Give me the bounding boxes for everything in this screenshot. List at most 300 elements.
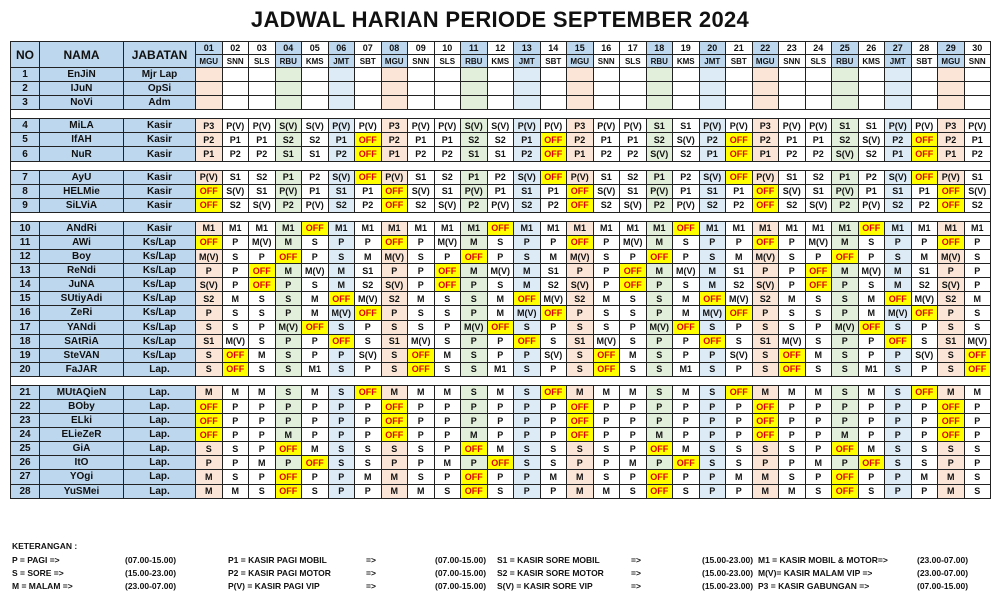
shift-cell[interactable]: P(V) <box>514 119 541 133</box>
shift-cell[interactable]: S2 <box>593 198 620 212</box>
shift-cell[interactable]: M <box>673 385 700 399</box>
shift-cell[interactable] <box>805 82 832 96</box>
shift-cell[interactable]: P1 <box>646 170 673 184</box>
shift-cell[interactable]: P <box>805 250 832 264</box>
shift-cell[interactable]: OFF <box>752 198 779 212</box>
shift-cell[interactable]: S <box>540 456 567 470</box>
shift-cell[interactable]: P <box>673 399 700 413</box>
shift-cell[interactable]: OFF <box>461 442 488 456</box>
shift-cell[interactable] <box>699 96 726 110</box>
shift-cell[interactable]: M(V) <box>673 264 700 278</box>
shift-cell[interactable]: OFF <box>593 362 620 376</box>
shift-cell[interactable]: S2 <box>302 133 329 147</box>
shift-cell[interactable]: OFF <box>832 442 859 456</box>
shift-cell[interactable]: P <box>673 470 700 484</box>
shift-cell[interactable]: S <box>434 484 461 498</box>
shift-cell[interactable]: M(V) <box>328 306 355 320</box>
shift-cell[interactable]: P1 <box>885 147 912 161</box>
shift-cell[interactable]: P1 <box>222 133 249 147</box>
shift-cell[interactable]: M1 <box>646 221 673 235</box>
shift-cell[interactable]: S1 <box>514 184 541 198</box>
shift-cell[interactable]: P(V) <box>408 119 435 133</box>
shift-cell[interactable]: S1 <box>964 170 991 184</box>
shift-cell[interactable]: S2 <box>699 198 726 212</box>
shift-cell[interactable] <box>328 68 355 82</box>
shift-cell[interactable]: P <box>408 428 435 442</box>
shift-cell[interactable]: M <box>620 385 647 399</box>
shift-cell[interactable]: OFF <box>646 442 673 456</box>
shift-cell[interactable]: S <box>328 456 355 470</box>
shift-cell[interactable]: M <box>328 278 355 292</box>
shift-cell[interactable]: S <box>911 442 938 456</box>
shift-cell[interactable]: OFF <box>938 428 965 442</box>
shift-cell[interactable]: P1 <box>779 133 806 147</box>
shift-cell[interactable]: S <box>964 484 991 498</box>
shift-cell[interactable]: P1 <box>408 133 435 147</box>
shift-cell[interactable]: S <box>514 456 541 470</box>
shift-cell[interactable] <box>249 68 276 82</box>
shift-cell[interactable]: S <box>938 362 965 376</box>
shift-cell[interactable]: S <box>593 320 620 334</box>
shift-cell[interactable]: OFF <box>567 235 594 249</box>
shift-cell[interactable]: OFF <box>938 399 965 413</box>
shift-cell[interactable]: P <box>540 428 567 442</box>
shift-cell[interactable]: M(V) <box>408 334 435 348</box>
shift-cell[interactable] <box>275 82 302 96</box>
shift-cell[interactable]: P <box>408 456 435 470</box>
shift-cell[interactable]: M <box>222 484 249 498</box>
shift-cell[interactable]: M(V) <box>434 235 461 249</box>
shift-cell[interactable]: S2 <box>275 133 302 147</box>
shift-cell[interactable]: S <box>408 306 435 320</box>
shift-cell[interactable]: P1 <box>964 133 991 147</box>
shift-cell[interactable] <box>885 96 912 110</box>
shift-cell[interactable]: P(V) <box>249 119 276 133</box>
shift-cell[interactable] <box>461 82 488 96</box>
shift-cell[interactable]: P(V) <box>885 119 912 133</box>
shift-cell[interactable]: S <box>196 320 223 334</box>
shift-cell[interactable]: P <box>461 456 488 470</box>
shift-cell[interactable]: P <box>832 306 859 320</box>
shift-cell[interactable]: P <box>540 235 567 249</box>
shift-cell[interactable] <box>355 68 382 82</box>
shift-cell[interactable]: S2 <box>514 198 541 212</box>
shift-cell[interactable]: M <box>964 385 991 399</box>
shift-cell[interactable] <box>805 96 832 110</box>
shift-cell[interactable]: P <box>673 348 700 362</box>
shift-cell[interactable]: P <box>275 334 302 348</box>
shift-cell[interactable]: S <box>302 484 329 498</box>
shift-cell[interactable]: P <box>699 414 726 428</box>
shift-cell[interactable]: P <box>885 414 912 428</box>
shift-cell[interactable]: M <box>275 235 302 249</box>
shift-cell[interactable]: S <box>514 362 541 376</box>
shift-cell[interactable]: M <box>275 264 302 278</box>
shift-cell[interactable]: OFF <box>461 250 488 264</box>
shift-cell[interactable]: P3 <box>381 119 408 133</box>
shift-cell[interactable]: OFF <box>726 170 753 184</box>
shift-cell[interactable]: OFF <box>487 456 514 470</box>
shift-cell[interactable]: P2 <box>408 147 435 161</box>
shift-cell[interactable]: P2 <box>196 133 223 147</box>
shift-cell[interactable]: P <box>699 235 726 249</box>
shift-cell[interactable]: P <box>620 428 647 442</box>
shift-cell[interactable]: OFF <box>646 470 673 484</box>
shift-cell[interactable]: P <box>487 414 514 428</box>
shift-cell[interactable]: S1 <box>726 264 753 278</box>
shift-cell[interactable]: M <box>646 264 673 278</box>
shift-cell[interactable]: S2 <box>646 133 673 147</box>
shift-cell[interactable]: P <box>885 428 912 442</box>
shift-cell[interactable]: S1 <box>434 184 461 198</box>
shift-cell[interactable]: OFF <box>381 235 408 249</box>
shift-cell[interactable]: P1 <box>832 170 859 184</box>
shift-cell[interactable]: OFF <box>514 292 541 306</box>
shift-cell[interactable] <box>646 68 673 82</box>
shift-cell[interactable]: P <box>461 278 488 292</box>
shift-cell[interactable]: M(V) <box>858 264 885 278</box>
shift-cell[interactable]: M <box>858 442 885 456</box>
shift-cell[interactable]: P2 <box>752 133 779 147</box>
shift-cell[interactable]: OFF <box>752 428 779 442</box>
shift-cell[interactable]: S <box>461 292 488 306</box>
shift-cell[interactable] <box>302 96 329 110</box>
shift-cell[interactable]: P1 <box>620 133 647 147</box>
shift-cell[interactable]: M1 <box>222 221 249 235</box>
shift-cell[interactable]: M1 <box>408 221 435 235</box>
shift-cell[interactable]: M <box>408 292 435 306</box>
shift-cell[interactable]: M <box>381 470 408 484</box>
shift-cell[interactable]: P <box>911 484 938 498</box>
shift-cell[interactable]: P <box>302 334 329 348</box>
shift-cell[interactable]: OFF <box>567 428 594 442</box>
shift-cell[interactable]: P <box>593 278 620 292</box>
shift-cell[interactable]: S(V) <box>699 170 726 184</box>
shift-cell[interactable]: S(V) <box>434 198 461 212</box>
shift-cell[interactable]: S <box>726 442 753 456</box>
shift-cell[interactable]: P <box>487 348 514 362</box>
shift-cell[interactable]: S <box>779 442 806 456</box>
shift-cell[interactable]: P(V) <box>779 119 806 133</box>
shift-cell[interactable]: M(V) <box>646 320 673 334</box>
shift-cell[interactable]: S <box>620 306 647 320</box>
shift-cell[interactable]: P <box>726 362 753 376</box>
shift-cell[interactable]: M <box>487 306 514 320</box>
shift-cell[interactable]: M1 <box>275 221 302 235</box>
shift-cell[interactable]: P <box>275 278 302 292</box>
shift-cell[interactable] <box>805 68 832 82</box>
shift-cell[interactable]: P <box>434 470 461 484</box>
shift-cell[interactable]: P <box>355 428 382 442</box>
shift-cell[interactable]: S <box>726 334 753 348</box>
shift-cell[interactable]: S <box>434 362 461 376</box>
shift-cell[interactable]: S2 <box>328 198 355 212</box>
shift-cell[interactable]: S <box>646 292 673 306</box>
shift-cell[interactable]: P <box>328 414 355 428</box>
shift-cell[interactable]: P <box>673 334 700 348</box>
shift-cell[interactable]: P <box>805 442 832 456</box>
shift-cell[interactable]: P <box>355 320 382 334</box>
shift-cell[interactable]: M <box>434 348 461 362</box>
shift-cell[interactable] <box>487 96 514 110</box>
shift-cell[interactable]: S <box>938 442 965 456</box>
shift-cell[interactable]: S(V) <box>938 278 965 292</box>
shift-cell[interactable]: OFF <box>434 278 461 292</box>
shift-cell[interactable]: M <box>673 442 700 456</box>
shift-cell[interactable]: S <box>249 306 276 320</box>
shift-cell[interactable]: S <box>699 250 726 264</box>
shift-cell[interactable]: M(V) <box>885 306 912 320</box>
shift-cell[interactable]: S(V) <box>779 184 806 198</box>
shift-cell[interactable]: M <box>858 292 885 306</box>
shift-cell[interactable]: S2 <box>885 198 912 212</box>
shift-cell[interactable]: P1 <box>540 184 567 198</box>
shift-cell[interactable] <box>355 82 382 96</box>
shift-cell[interactable]: P <box>620 414 647 428</box>
shift-cell[interactable]: P <box>646 306 673 320</box>
shift-cell[interactable]: P <box>487 428 514 442</box>
shift-cell[interactable]: S <box>858 484 885 498</box>
shift-cell[interactable]: M1 <box>249 221 276 235</box>
shift-cell[interactable]: M(V) <box>964 334 991 348</box>
shift-cell[interactable]: M1 <box>964 221 991 235</box>
shift-cell[interactable]: S(V) <box>196 278 223 292</box>
shift-cell[interactable] <box>858 96 885 110</box>
shift-cell[interactable]: OFF <box>302 221 329 235</box>
shift-cell[interactable]: S <box>328 250 355 264</box>
shift-cell[interactable]: P2 <box>275 198 302 212</box>
shift-cell[interactable]: S1 <box>858 119 885 133</box>
shift-cell[interactable]: S <box>567 362 594 376</box>
shift-cell[interactable]: P2 <box>540 198 567 212</box>
shift-cell[interactable]: P <box>275 456 302 470</box>
shift-cell[interactable]: S <box>911 334 938 348</box>
shift-cell[interactable]: S <box>434 292 461 306</box>
shift-cell[interactable]: P2 <box>832 198 859 212</box>
shift-cell[interactable]: P <box>699 348 726 362</box>
shift-cell[interactable]: S <box>620 362 647 376</box>
shift-cell[interactable]: M <box>752 385 779 399</box>
shift-cell[interactable] <box>885 82 912 96</box>
shift-cell[interactable]: OFF <box>514 334 541 348</box>
shift-cell[interactable]: P <box>832 456 859 470</box>
shift-cell[interactable]: S <box>885 362 912 376</box>
shift-cell[interactable] <box>328 82 355 96</box>
shift-cell[interactable]: OFF <box>620 264 647 278</box>
shift-cell[interactable]: S <box>964 442 991 456</box>
shift-cell[interactable]: S2 <box>461 133 488 147</box>
shift-cell[interactable]: P <box>434 250 461 264</box>
shift-cell[interactable]: OFF <box>461 470 488 484</box>
shift-cell[interactable] <box>408 96 435 110</box>
shift-cell[interactable]: M <box>381 484 408 498</box>
shift-cell[interactable]: M <box>355 250 382 264</box>
shift-cell[interactable] <box>381 96 408 110</box>
shift-cell[interactable]: S <box>275 385 302 399</box>
shift-cell[interactable]: M <box>434 456 461 470</box>
shift-cell[interactable]: P(V) <box>964 119 991 133</box>
shift-cell[interactable]: P <box>620 250 647 264</box>
shift-cell[interactable] <box>779 96 806 110</box>
shift-cell[interactable]: M <box>302 385 329 399</box>
shift-cell[interactable]: OFF <box>540 170 567 184</box>
shift-cell[interactable]: P <box>911 399 938 413</box>
shift-cell[interactable]: P <box>805 320 832 334</box>
shift-cell[interactable]: P1 <box>514 133 541 147</box>
shift-cell[interactable] <box>434 68 461 82</box>
shift-cell[interactable]: P <box>196 306 223 320</box>
shift-cell[interactable]: M1 <box>832 221 859 235</box>
shift-cell[interactable]: OFF <box>726 147 753 161</box>
shift-cell[interactable]: OFF <box>938 414 965 428</box>
shift-cell[interactable]: P <box>540 414 567 428</box>
shift-cell[interactable]: S <box>938 348 965 362</box>
shift-cell[interactable]: M <box>593 484 620 498</box>
shift-cell[interactable]: S <box>779 306 806 320</box>
shift-cell[interactable]: S <box>434 306 461 320</box>
shift-cell[interactable]: M(V) <box>196 250 223 264</box>
shift-cell[interactable]: S <box>620 334 647 348</box>
shift-cell[interactable]: OFF <box>673 221 700 235</box>
shift-cell[interactable]: M(V) <box>620 235 647 249</box>
shift-cell[interactable]: OFF <box>355 306 382 320</box>
shift-cell[interactable]: M <box>911 470 938 484</box>
shift-cell[interactable]: S <box>805 484 832 498</box>
shift-cell[interactable]: S <box>805 362 832 376</box>
shift-cell[interactable]: S <box>222 470 249 484</box>
shift-cell[interactable]: M <box>699 264 726 278</box>
shift-cell[interactable]: M <box>487 292 514 306</box>
shift-cell[interactable]: P2 <box>487 170 514 184</box>
shift-cell[interactable]: P <box>858 348 885 362</box>
shift-cell[interactable]: S1 <box>408 170 435 184</box>
shift-cell[interactable]: S1 <box>540 264 567 278</box>
shift-cell[interactable]: P <box>567 456 594 470</box>
shift-cell[interactable]: S <box>779 250 806 264</box>
shift-cell[interactable]: P <box>381 306 408 320</box>
shift-cell[interactable]: OFF <box>938 235 965 249</box>
shift-cell[interactable]: S <box>355 334 382 348</box>
shift-cell[interactable]: OFF <box>302 320 329 334</box>
shift-cell[interactable]: P <box>328 235 355 249</box>
shift-cell[interactable]: S(V) <box>885 170 912 184</box>
shift-cell[interactable]: S(V) <box>514 170 541 184</box>
shift-cell[interactable]: M1 <box>593 221 620 235</box>
shift-cell[interactable]: M <box>832 264 859 278</box>
shift-cell[interactable]: P <box>222 235 249 249</box>
shift-cell[interactable]: S <box>328 442 355 456</box>
shift-cell[interactable]: P2 <box>222 147 249 161</box>
shift-cell[interactable]: P <box>593 414 620 428</box>
shift-cell[interactable]: P2 <box>355 198 382 212</box>
shift-cell[interactable] <box>938 82 965 96</box>
shift-cell[interactable]: P1 <box>699 147 726 161</box>
shift-cell[interactable]: S1 <box>832 119 859 133</box>
shift-cell[interactable]: P <box>302 348 329 362</box>
shift-cell[interactable]: S1 <box>461 147 488 161</box>
shift-cell[interactable] <box>911 96 938 110</box>
shift-cell[interactable]: P1 <box>461 170 488 184</box>
shift-cell[interactable]: M(V) <box>567 250 594 264</box>
shift-cell[interactable]: M <box>938 470 965 484</box>
shift-cell[interactable]: S <box>249 334 276 348</box>
shift-cell[interactable]: M <box>620 348 647 362</box>
shift-cell[interactable]: P <box>434 320 461 334</box>
shift-cell[interactable]: S2 <box>487 133 514 147</box>
shift-cell[interactable]: S <box>885 250 912 264</box>
shift-cell[interactable]: S2 <box>434 170 461 184</box>
shift-cell[interactable]: P <box>673 428 700 442</box>
shift-cell[interactable]: OFF <box>858 456 885 470</box>
shift-cell[interactable] <box>222 82 249 96</box>
shift-cell[interactable]: S <box>699 385 726 399</box>
shift-cell[interactable]: P <box>328 428 355 442</box>
shift-cell[interactable]: P <box>514 470 541 484</box>
shift-cell[interactable]: M1 <box>381 221 408 235</box>
shift-cell[interactable] <box>964 96 991 110</box>
shift-cell[interactable]: S1 <box>646 119 673 133</box>
shift-cell[interactable]: P1 <box>593 133 620 147</box>
shift-cell[interactable] <box>540 82 567 96</box>
shift-cell[interactable]: OFF <box>355 385 382 399</box>
shift-cell[interactable]: OFF <box>540 133 567 147</box>
shift-cell[interactable]: P2 <box>938 133 965 147</box>
shift-cell[interactable]: S <box>964 470 991 484</box>
shift-cell[interactable]: S <box>408 320 435 334</box>
shift-cell[interactable]: M(V) <box>461 320 488 334</box>
shift-cell[interactable]: S <box>699 320 726 334</box>
shift-cell[interactable]: S <box>408 250 435 264</box>
shift-cell[interactable]: S <box>964 250 991 264</box>
shift-cell[interactable]: P <box>805 414 832 428</box>
shift-cell[interactable]: P <box>222 264 249 278</box>
shift-cell[interactable]: OFF <box>567 198 594 212</box>
shift-cell[interactable]: S2 <box>408 198 435 212</box>
shift-cell[interactable]: S <box>752 362 779 376</box>
shift-cell[interactable]: M1 <box>911 221 938 235</box>
shift-cell[interactable]: S <box>487 235 514 249</box>
shift-cell[interactable]: M <box>328 264 355 278</box>
shift-cell[interactable]: P2 <box>567 133 594 147</box>
shift-cell[interactable]: S <box>620 292 647 306</box>
shift-cell[interactable]: P <box>567 264 594 278</box>
shift-cell[interactable]: M <box>673 292 700 306</box>
shift-cell[interactable]: M <box>646 428 673 442</box>
shift-cell[interactable]: M <box>858 385 885 399</box>
shift-cell[interactable]: S1 <box>805 184 832 198</box>
shift-cell[interactable]: P <box>355 399 382 413</box>
shift-cell[interactable]: S <box>434 334 461 348</box>
shift-cell[interactable]: M1 <box>487 362 514 376</box>
shift-cell[interactable]: OFF <box>699 292 726 306</box>
shift-cell[interactable]: M <box>938 385 965 399</box>
shift-cell[interactable]: P2 <box>434 147 461 161</box>
shift-cell[interactable]: S1 <box>249 184 276 198</box>
shift-cell[interactable]: P <box>381 456 408 470</box>
shift-cell[interactable]: S <box>911 456 938 470</box>
shift-cell[interactable]: OFF <box>540 306 567 320</box>
shift-cell[interactable]: P <box>964 414 991 428</box>
shift-cell[interactable]: M <box>249 456 276 470</box>
shift-cell[interactable]: OFF <box>752 414 779 428</box>
shift-cell[interactable]: M <box>646 235 673 249</box>
shift-cell[interactable]: M(V) <box>593 334 620 348</box>
shift-cell[interactable]: S(V) <box>620 198 647 212</box>
shift-cell[interactable]: P <box>514 399 541 413</box>
shift-cell[interactable]: M <box>858 306 885 320</box>
shift-cell[interactable]: S <box>328 362 355 376</box>
shift-cell[interactable] <box>196 96 223 110</box>
